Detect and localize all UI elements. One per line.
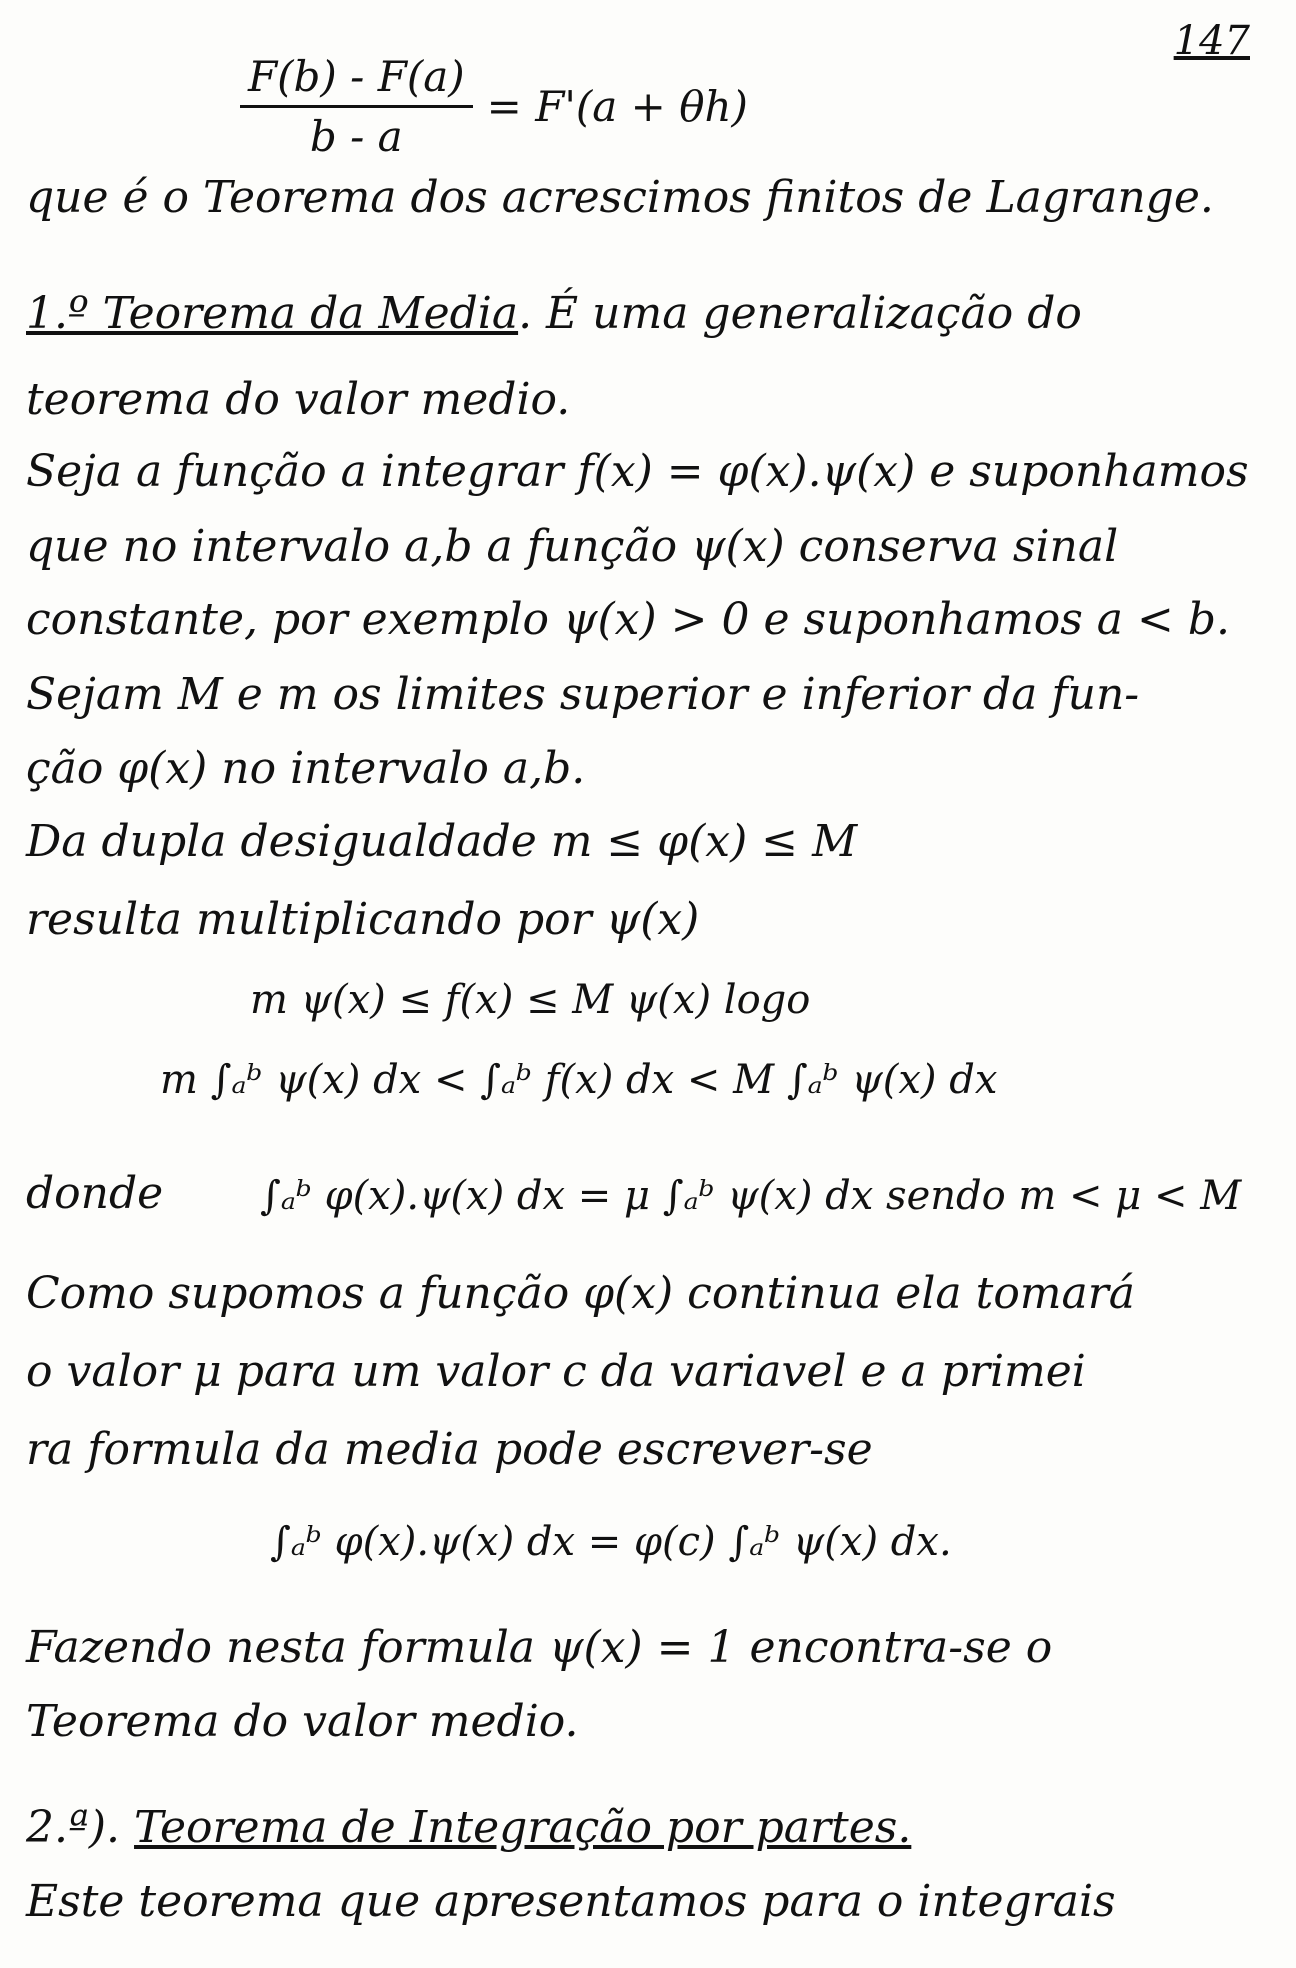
text-line: ra formula da media pode escrever-se bbox=[26, 1424, 873, 1475]
page-number: 147 bbox=[1173, 18, 1250, 64]
text-line: que no intervalo a,b a função ψ(x) conserva sinal bbox=[26, 521, 1119, 572]
lagrange-formula bbox=[240, 52, 748, 161]
text-line: resulta multiplicando por ψ(x) bbox=[26, 894, 700, 945]
first-mean-formula: ∫ₐᵇ φ(x).ψ(x) dx = φ(c) ∫ₐᵇ ψ(x) dx. bbox=[270, 1519, 952, 1565]
text-line: Da dupla desigualdade m ≤ φ(x) ≤ M bbox=[26, 816, 858, 867]
integral-inequality-formula: m ∫ₐᵇ ψ(x) dx < ∫ₐᵇ f(x) dx < M ∫ₐᵇ ψ(x) dx bbox=[160, 1057, 998, 1103]
text-line: Fazendo nesta formula ψ(x) = 1 encontra-se o bbox=[26, 1622, 1053, 1673]
mean-value-formula: ∫ₐᵇ φ(x).ψ(x) dx = μ ∫ₐᵇ ψ(x) dx sendo m < μ < M bbox=[260, 1173, 1242, 1219]
difference-quotient bbox=[240, 52, 473, 161]
fraction-numerator: F(b) - F(a) bbox=[240, 52, 473, 108]
text-line: teorema do valor medio. bbox=[26, 374, 571, 425]
text-line: constante, por exemplo ψ(x) > 0 e suponhamos a < b. bbox=[26, 594, 1230, 645]
text-line: Sejam M e m os limites superior e inferior da fun- bbox=[26, 669, 1140, 720]
heading-integracao-partes: 2.ª). Teorema de Integração por partes. bbox=[26, 1802, 912, 1853]
inequality-formula: m ψ(x) ≤ f(x) ≤ M ψ(x) logo bbox=[250, 977, 811, 1023]
text-line: Como supomos a função φ(x) continua ela tomará bbox=[26, 1268, 1136, 1319]
text-line: Seja a função a integrar f(x) = φ(x).ψ(x) e suponhamos bbox=[26, 446, 1249, 497]
text-line: o valor μ para um valor c da variavel e a primei bbox=[26, 1346, 1086, 1397]
fraction-denominator: b - a bbox=[309, 112, 403, 161]
text-line: donde bbox=[26, 1168, 164, 1219]
heading-underlined-text: 1.º Teorema da Media bbox=[26, 288, 519, 339]
text-line: Teorema do valor medio. bbox=[26, 1696, 579, 1747]
heading-teorema-media: 1.º Teorema da Media. É uma generalização do bbox=[26, 288, 1082, 339]
formula-rhs: = F'(a + θh) bbox=[486, 82, 748, 131]
text-line: Este teorema que apresentamos para o integrais bbox=[26, 1876, 1116, 1927]
text-line-lagrange: que é o Teorema dos acrescimos finitos de Lagrange. bbox=[26, 172, 1214, 223]
heading-underlined-text: Teorema de Integração por partes. bbox=[134, 1802, 912, 1853]
text-line: ção φ(x) no intervalo a,b. bbox=[26, 743, 586, 794]
